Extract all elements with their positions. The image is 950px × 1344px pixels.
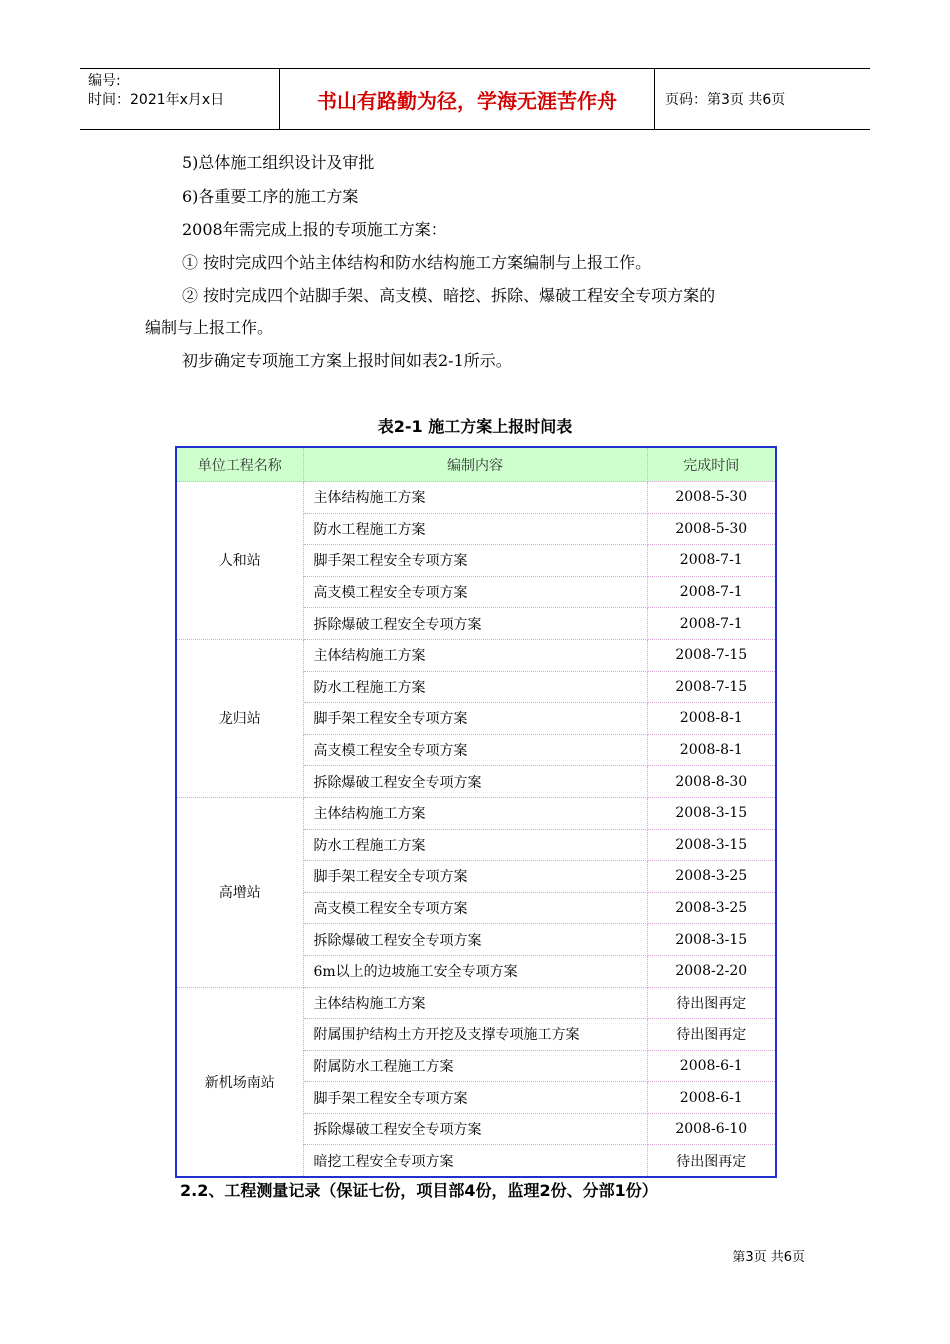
header-unit-name: 单位工程名称: [176, 447, 303, 482]
content-cell: 附属围护结构土方开挖及支撑专项施工方案: [303, 1019, 647, 1051]
content-cell: 拆除爆破工程安全专项方案: [303, 766, 647, 798]
completion-time-cell: 2008-8-1: [647, 734, 776, 766]
body-line-5: ② 按时完成四个站脚手架、高支模、暗挖、拆除、爆破工程安全专项方案的: [182, 286, 716, 305]
unit-name-cell: 高增站: [176, 797, 303, 987]
completion-time-cell: 2008-3-25: [647, 892, 776, 924]
content-cell: 高支模工程安全专项方案: [303, 892, 647, 924]
content-cell: 主体结构施工方案: [303, 639, 647, 671]
content-cell: 拆除爆破工程安全专项方案: [303, 608, 647, 640]
table-row: [176, 482, 776, 514]
table-body: [176, 482, 776, 1178]
content-cell: 主体结构施工方案: [303, 482, 647, 514]
completion-time-cell: 2008-8-30: [647, 766, 776, 798]
completion-time-cell: 2008-2-20: [647, 955, 776, 987]
content-cell: 高支模工程安全专项方案: [303, 576, 647, 608]
body-line-2: 6)各重要工序的施工方案: [182, 187, 359, 206]
completion-time-cell: 2008-3-25: [647, 861, 776, 893]
footer-page-number: 第3页 共6页: [732, 1250, 805, 1265]
schedule-table: [175, 446, 777, 1178]
header-meta: [80, 69, 280, 129]
header-completion-time: 完成时间: [647, 447, 776, 482]
completion-time-cell: 2008-7-15: [647, 671, 776, 703]
completion-time-cell: 待出图再定: [647, 1145, 776, 1177]
content-cell: 暗挖工程安全专项方案: [303, 1145, 647, 1177]
table-row: [176, 797, 776, 829]
table-row: [176, 987, 776, 1019]
table-header-row: [176, 447, 776, 482]
doc-time-label: 时间：2021年x月x日: [88, 92, 225, 108]
content-cell: 拆除爆破工程安全专项方案: [303, 1113, 647, 1145]
body-line-3: 2008年需完成上报的专项施工方案：: [182, 220, 447, 239]
header-page-number: 页码：第3页 共6页: [665, 92, 786, 108]
table-row: [176, 639, 776, 671]
completion-time-cell: 2008-7-15: [647, 639, 776, 671]
completion-time-cell: 2008-3-15: [647, 924, 776, 956]
completion-time-cell: 待出图再定: [647, 987, 776, 1019]
content-cell: 脚手架工程安全专项方案: [303, 703, 647, 735]
body-line-7: 初步确定专项施工方案上报时间如表2-1所示。: [182, 351, 512, 370]
completion-time-cell: 2008-6-1: [647, 1082, 776, 1114]
content-cell: 主体结构施工方案: [303, 797, 647, 829]
completion-time-cell: 2008-3-15: [647, 797, 776, 829]
content-cell: 6m以上的边坡施工安全专项方案: [303, 955, 647, 987]
section-heading: 2.2、工程测量记录（保证七份，项目部4份，监理2份、分部1份）: [180, 1181, 658, 1200]
page-header: [80, 68, 870, 130]
content-cell: 主体结构施工方案: [303, 987, 647, 1019]
body-line-1: 5)总体施工组织设计及审批: [182, 153, 375, 172]
content-cell: 脚手架工程安全专项方案: [303, 861, 647, 893]
completion-time-cell: 待出图再定: [647, 1019, 776, 1051]
body-line-6: 编制与上报工作。: [145, 318, 274, 337]
body-line-4: ① 按时完成四个站主体结构和防水结构施工方案编制与上报工作。: [182, 253, 652, 272]
table-caption: 表2-1 施工方案上报时间表: [377, 417, 573, 436]
content-cell: 拆除爆破工程安全专项方案: [303, 924, 647, 956]
completion-time-cell: 2008-6-1: [647, 1050, 776, 1082]
completion-time-cell: 2008-6-10: [647, 1113, 776, 1145]
completion-time-cell: 2008-7-1: [647, 545, 776, 577]
content-cell: 防水工程施工方案: [303, 513, 647, 545]
content-cell: 防水工程施工方案: [303, 829, 647, 861]
completion-time-cell: 2008-5-30: [647, 513, 776, 545]
content-cell: 防水工程施工方案: [303, 671, 647, 703]
unit-name-cell: 新机场南站: [176, 987, 303, 1177]
completion-time-cell: 2008-5-30: [647, 482, 776, 514]
content-cell: 高支模工程安全专项方案: [303, 734, 647, 766]
completion-time-cell: 2008-7-1: [647, 608, 776, 640]
header-content: 编制内容: [303, 447, 647, 482]
completion-time-cell: 2008-8-1: [647, 703, 776, 735]
content-cell: 脚手架工程安全专项方案: [303, 1082, 647, 1114]
doc-number-label: 编号:: [88, 73, 121, 89]
completion-time-cell: 2008-7-1: [647, 576, 776, 608]
schedule-table-wrapper: [175, 446, 775, 1178]
completion-time-cell: 2008-3-15: [647, 829, 776, 861]
header-motto: 书山有路勤为径，学海无涯苦作舟: [280, 69, 655, 129]
content-cell: 脚手架工程安全专项方案: [303, 545, 647, 577]
unit-name-cell: 人和站: [176, 482, 303, 640]
content-cell: 附属防水工程施工方案: [303, 1050, 647, 1082]
unit-name-cell: 龙归站: [176, 639, 303, 797]
